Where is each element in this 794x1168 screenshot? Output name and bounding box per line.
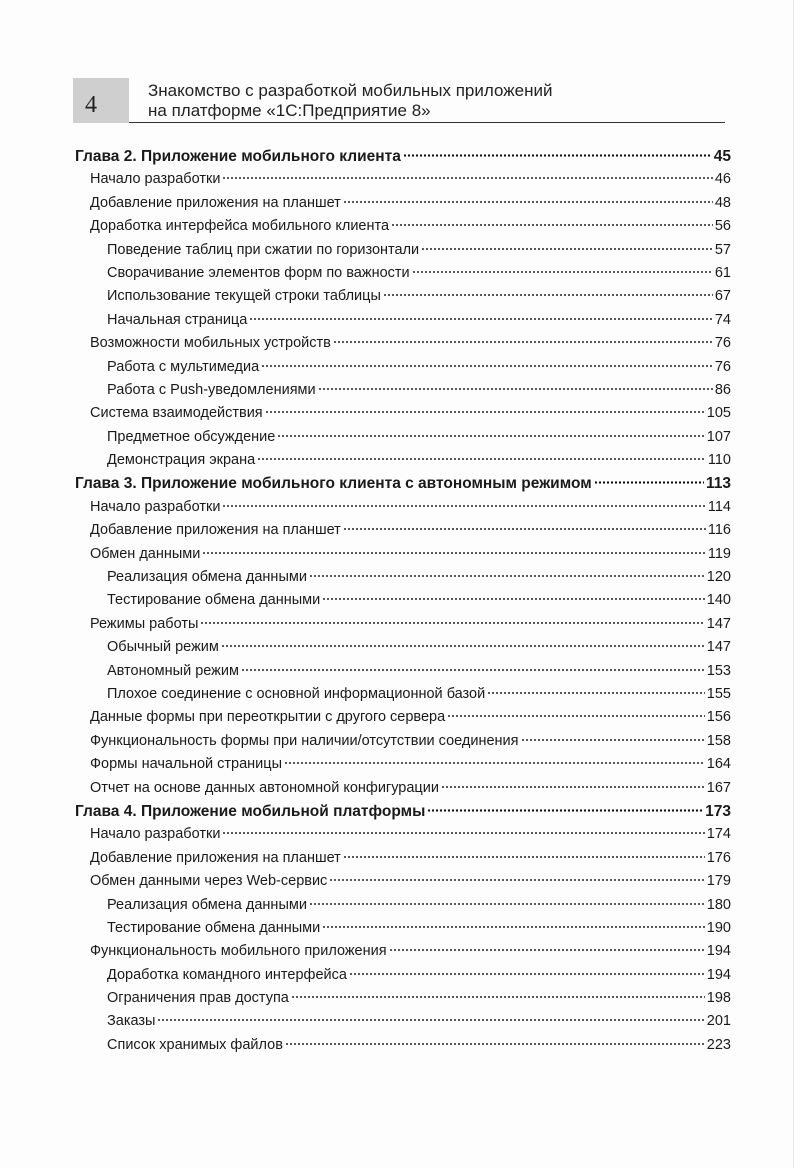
toc-entry-page: 119 — [707, 545, 731, 562]
dot-leader — [521, 739, 705, 741]
toc-entry-title: Реализация обмена данными — [107, 569, 307, 586]
toc-entry-title: Возможности мобильных устройств — [90, 335, 331, 352]
table-of-contents — [75, 145, 731, 1057]
toc-entry-page: 113 — [705, 475, 731, 493]
toc-entry-title: Доработка интерфейса мобильного клиента — [90, 218, 390, 235]
toc-entry-title: Формы начальной страницы — [90, 756, 283, 773]
dot-leader — [343, 528, 706, 530]
toc-entry-title: Предметное обсуждение — [107, 428, 276, 445]
toc-entry-title: Тестирование обмена данными — [107, 592, 321, 609]
toc-entry-title: Данные формы при переоткрытии с другого сервера — [90, 709, 446, 726]
dot-leader — [222, 505, 705, 507]
toc-entry-page: 76 — [714, 358, 731, 375]
book-title-line-1: Знакомство с разработкой мобильных приложений — [148, 81, 553, 100]
toc-subsection[interactable] — [75, 566, 731, 589]
toc-entry-title: Глава 4. Приложение мобильной платформы — [75, 802, 426, 820]
toc-section[interactable] — [75, 168, 731, 191]
toc-section[interactable] — [75, 519, 731, 542]
dot-leader — [441, 786, 705, 788]
dot-leader — [261, 365, 713, 367]
toc-entry-page: 153 — [706, 662, 731, 679]
toc-entry-title: Работа с мультимедиа — [107, 358, 260, 375]
toc-entry-title: Глава 2. Приложение мобильного клиента — [75, 148, 401, 165]
dot-leader — [349, 973, 705, 975]
toc-entry-title: Плохое соединение с основной информационной базой — [107, 685, 486, 702]
toc-entry-page: 179 — [706, 873, 731, 890]
dot-leader — [421, 248, 713, 250]
toc-entry-title: Демонстрация экрана — [107, 452, 256, 469]
dot-leader — [322, 598, 705, 600]
toc-entry-page: 176 — [706, 849, 731, 866]
toc-entry-page: 48 — [714, 194, 731, 211]
toc-entry-page: 46 — [714, 171, 731, 188]
toc-subsection[interactable] — [75, 964, 731, 987]
toc-entry-page: 180 — [706, 896, 731, 913]
toc-entry-page: 107 — [706, 428, 731, 445]
toc-entry-page: 155 — [706, 685, 731, 702]
dot-leader — [202, 552, 706, 554]
toc-entry-title: Функциональность мобильного приложения — [90, 943, 387, 960]
dot-leader — [322, 926, 705, 928]
toc-entry-title: Работа с Push-уведомлениями — [107, 381, 316, 398]
dot-leader — [427, 809, 703, 812]
toc-section[interactable] — [75, 215, 731, 238]
dot-leader — [333, 341, 713, 343]
toc-entry-page: 114 — [707, 498, 731, 515]
toc-entry-title: Обмен данными через Web-сервис — [90, 873, 328, 890]
toc-entry-page: 110 — [707, 452, 731, 469]
toc-entry-title: Реализация обмена данными — [107, 896, 307, 913]
toc-subsection[interactable] — [75, 636, 731, 659]
toc-entry-page: 164 — [706, 756, 731, 773]
toc-entry-page: 86 — [714, 381, 731, 398]
dot-leader — [309, 903, 705, 905]
dot-leader — [343, 856, 705, 858]
toc-entry-page: 120 — [706, 569, 731, 586]
toc-subsection[interactable] — [75, 309, 731, 332]
toc-subsection[interactable] — [75, 894, 731, 917]
toc-section[interactable] — [75, 730, 731, 753]
running-header — [73, 78, 725, 123]
toc-entry-page: 105 — [706, 405, 731, 422]
toc-entry-page: 76 — [714, 335, 731, 352]
toc-entry-title: Функциональность формы при наличии/отсутствии соединения — [90, 732, 519, 749]
toc-subsection[interactable] — [75, 426, 731, 449]
toc-subsection[interactable] — [75, 449, 731, 472]
toc-entry-page: 190 — [706, 919, 731, 936]
dot-leader — [285, 1043, 705, 1045]
dot-leader — [343, 201, 713, 203]
toc-entry-title: Начало разработки — [90, 826, 221, 843]
dot-leader — [221, 645, 705, 647]
toc-section[interactable] — [75, 332, 731, 355]
toc-entry-title: Сворачивание элементов форм по важности — [107, 264, 410, 281]
dot-leader — [383, 294, 713, 296]
toc-section[interactable] — [75, 753, 731, 776]
toc-entry-page: 198 — [706, 990, 731, 1007]
toc-entry-page: 147 — [706, 639, 731, 656]
toc-subsection[interactable] — [75, 683, 731, 706]
dot-leader — [389, 949, 705, 951]
toc-entry-page: 156 — [706, 709, 731, 726]
toc-section[interactable] — [75, 543, 731, 566]
dot-leader — [157, 1019, 704, 1021]
toc-subsection[interactable] — [75, 262, 731, 285]
toc-section[interactable] — [75, 402, 731, 425]
dot-leader — [241, 669, 705, 671]
toc-entry-page: 74 — [714, 311, 731, 328]
toc-subsection[interactable] — [75, 1034, 731, 1057]
toc-entry-page: 158 — [706, 732, 731, 749]
dot-leader — [403, 154, 712, 157]
toc-subsection[interactable] — [75, 660, 731, 683]
toc-entry-title: Доработка командного интерфейса — [107, 966, 347, 983]
toc-section[interactable] — [75, 870, 731, 893]
toc-entry-page: 56 — [714, 218, 731, 235]
toc-entry-page: 167 — [706, 779, 731, 796]
toc-entry-title: Список хранимых файлов — [107, 1036, 283, 1053]
toc-entry-title: Добавление приложения на планшет — [90, 194, 341, 211]
toc-section[interactable] — [75, 496, 731, 519]
toc-chapter[interactable] — [75, 800, 731, 823]
dot-leader — [277, 435, 704, 437]
toc-entry-page: 45 — [713, 148, 731, 165]
toc-chapter[interactable] — [75, 472, 731, 495]
dot-leader — [222, 177, 712, 179]
dot-leader — [318, 388, 713, 390]
toc-entry-page: 174 — [706, 826, 731, 843]
dot-leader — [447, 715, 705, 717]
dot-leader — [291, 996, 705, 998]
toc-entry-title: Использование текущей строки таблицы — [107, 288, 381, 305]
dot-leader — [329, 879, 704, 881]
toc-section[interactable] — [75, 192, 731, 215]
toc-entry-title: Глава 3. Приложение мобильного клиента с автономным режимом — [75, 475, 592, 493]
toc-section[interactable] — [75, 613, 731, 636]
toc-subsection[interactable] — [75, 285, 731, 308]
toc-subsection[interactable] — [75, 356, 731, 379]
dot-leader — [257, 458, 706, 460]
toc-entry-title: Начало разработки — [90, 498, 221, 515]
book-title — [148, 81, 552, 121]
dot-leader — [265, 411, 705, 413]
toc-entry-page: 173 — [705, 802, 731, 820]
toc-entry-page: 61 — [714, 264, 731, 281]
dot-leader — [309, 575, 705, 577]
toc-entry-page: 194 — [706, 966, 731, 983]
toc-entry-page: 140 — [706, 592, 731, 609]
toc-section[interactable] — [75, 706, 731, 729]
toc-entry-title: Обмен данными — [90, 545, 201, 562]
toc-entry-page: 57 — [714, 241, 731, 258]
toc-entry-title: Тестирование обмена данными — [107, 919, 321, 936]
toc-entry-title: Отчет на основе данных автономной конфигурации — [90, 779, 439, 796]
toc-entry-title: Добавление приложения на планшет — [90, 849, 341, 866]
toc-entry-page: 223 — [706, 1036, 731, 1053]
toc-entry-title: Начальная страница — [107, 311, 248, 328]
toc-subsection[interactable] — [75, 987, 731, 1010]
toc-section[interactable] — [75, 847, 731, 870]
dot-leader — [412, 271, 713, 273]
toc-subsection[interactable] — [75, 917, 731, 940]
toc-subsection[interactable] — [75, 589, 731, 612]
toc-entry-title: Ограничения прав доступа — [107, 990, 289, 1007]
toc-entry-page: 194 — [706, 943, 731, 960]
dot-leader — [222, 832, 704, 834]
book-title-line-2: на платформе «1С:Предприятие 8» — [148, 101, 431, 120]
toc-entry-page: 147 — [706, 615, 731, 632]
dot-leader — [200, 622, 704, 624]
toc-subsection[interactable] — [75, 1010, 731, 1033]
toc-entry-title: Заказы — [107, 1013, 156, 1030]
toc-section[interactable] — [75, 777, 731, 800]
dot-leader — [487, 692, 705, 694]
toc-entry-page: 201 — [706, 1013, 731, 1030]
dot-leader — [249, 318, 713, 320]
header-rule — [129, 122, 725, 123]
toc-entry-title: Режимы работы — [90, 615, 199, 632]
toc-entry-title: Обычный режим — [107, 639, 219, 656]
toc-entry-title: Система взаимодействия — [90, 405, 263, 422]
toc-subsection[interactable] — [75, 239, 731, 262]
toc-entry-page: 67 — [714, 288, 731, 305]
toc-section[interactable] — [75, 940, 731, 963]
toc-chapter[interactable] — [75, 145, 731, 168]
dot-leader — [391, 224, 713, 226]
toc-entry-title: Начало разработки — [90, 171, 221, 188]
dot-leader — [594, 481, 704, 484]
toc-entry-title: Добавление приложения на планшет — [90, 522, 341, 539]
page-number: 4 — [73, 78, 129, 123]
toc-entry-page: 116 — [707, 522, 731, 539]
toc-entry-title: Поведение таблиц при сжатии по горизонтали — [107, 241, 420, 258]
toc-section[interactable] — [75, 823, 731, 846]
dot-leader — [284, 762, 705, 764]
toc-entry-title: Автономный режим — [107, 662, 239, 679]
toc-subsection[interactable] — [75, 379, 731, 402]
